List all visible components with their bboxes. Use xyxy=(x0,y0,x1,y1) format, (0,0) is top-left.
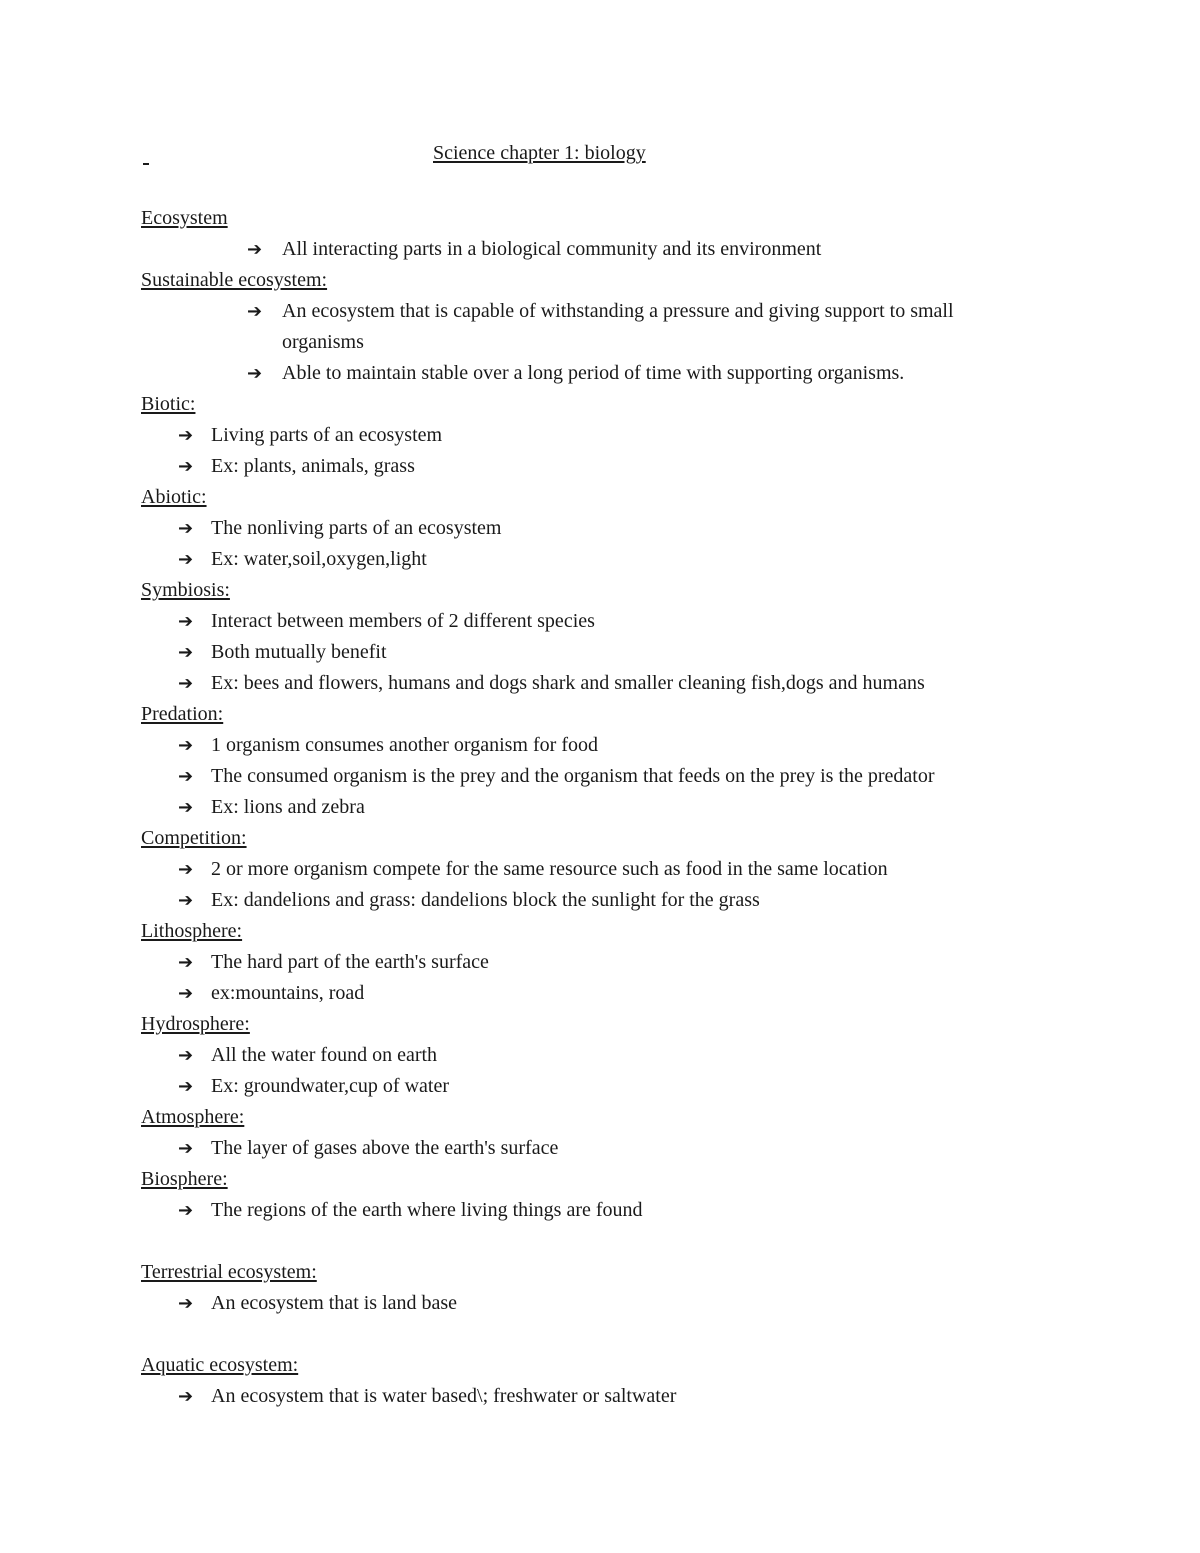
bullet-item xyxy=(0,358,1200,389)
heading-biotic: Biotic: xyxy=(141,393,196,415)
bullet-text: Ex: water,soil,oxygen,light xyxy=(211,548,427,570)
heading-abiotic: Abiotic: xyxy=(141,486,207,508)
arrow-icon: ➔ xyxy=(247,301,263,322)
arrow-icon: ➔ xyxy=(178,1138,194,1159)
heading-atmosphere: Atmosphere: xyxy=(141,1106,245,1128)
bullet-text: Ex: lions and zebra xyxy=(211,796,365,818)
heading-predation: Predation: xyxy=(141,703,224,725)
arrow-icon: ➔ xyxy=(247,363,263,384)
bullet-text: All interacting parts in a biological community and its environment xyxy=(282,238,822,260)
heading-competition: Competition: xyxy=(141,827,247,849)
bullet-text: The layer of gases above the earth's surface xyxy=(211,1137,559,1159)
bullet-item xyxy=(0,1195,1200,1226)
bullet-item xyxy=(0,1381,1200,1412)
page-title: Science chapter 1: biology xyxy=(433,142,646,164)
bullet-item xyxy=(0,761,1200,792)
arrow-icon: ➔ xyxy=(178,1386,194,1407)
arrow-icon: ➔ xyxy=(178,549,194,570)
arrow-icon: ➔ xyxy=(178,735,194,756)
heading-hydrosphere: Hydrosphere: xyxy=(141,1013,250,1035)
bullet-text: Ex: groundwater,cup of water xyxy=(211,1075,449,1097)
arrow-icon: ➔ xyxy=(178,1200,194,1221)
bullet-item xyxy=(0,730,1200,761)
heading-lithosphere: Lithosphere: xyxy=(141,920,243,942)
title-dash-mark xyxy=(143,163,149,165)
bullet-continuation: organisms xyxy=(282,331,364,353)
bullet-text: The nonliving parts of an ecosystem xyxy=(211,517,502,539)
arrow-icon: ➔ xyxy=(178,890,194,911)
bullet-item xyxy=(0,1040,1200,1071)
bullet-text: An ecosystem that is capable of withstanding a pressure and giving support to small xyxy=(282,300,954,322)
bullet-text: Interact between members of 2 different species xyxy=(211,610,595,632)
bullet-text: ex:mountains, road xyxy=(211,982,365,1004)
heading-sustainable-ecosystem: Sustainable ecosystem: xyxy=(141,269,328,291)
arrow-icon: ➔ xyxy=(178,766,194,787)
bullet-text: 2 or more organism compete for the same resource such as food in the same location xyxy=(211,858,888,880)
bullet-item xyxy=(0,296,1200,327)
bullet-text: Ex: dandelions and grass: dandelions block the sunlight for the grass xyxy=(211,889,760,911)
bullet-item xyxy=(0,1071,1200,1102)
arrow-icon: ➔ xyxy=(178,518,194,539)
heading-symbiosis: Symbiosis: xyxy=(141,579,230,601)
bullet-item xyxy=(0,544,1200,575)
bullet-item xyxy=(0,451,1200,482)
heading-ecosystem: Ecosystem xyxy=(141,207,228,229)
bullet-item xyxy=(0,668,1200,699)
bullet-text: 1 organism consumes another organism for food xyxy=(211,734,598,756)
arrow-icon: ➔ xyxy=(178,859,194,880)
arrow-icon: ➔ xyxy=(178,1076,194,1097)
bullet-text: The hard part of the earth's surface xyxy=(211,951,489,973)
bullet-item xyxy=(0,420,1200,451)
arrow-icon: ➔ xyxy=(178,611,194,632)
bullet-item xyxy=(0,234,1200,265)
bullet-text: Ex: plants, animals, grass xyxy=(211,455,415,477)
bullet-item xyxy=(0,1133,1200,1164)
bullet-text: An ecosystem that is land base xyxy=(211,1292,458,1314)
arrow-icon: ➔ xyxy=(178,456,194,477)
bullet-item xyxy=(0,637,1200,668)
bullet-item xyxy=(0,792,1200,823)
bullet-text: The consumed organism is the prey and the organism that feeds on the prey is the predator xyxy=(211,765,935,787)
arrow-icon: ➔ xyxy=(178,1293,194,1314)
bullet-text: All the water found on earth xyxy=(211,1044,438,1066)
arrow-icon: ➔ xyxy=(178,797,194,818)
arrow-icon: ➔ xyxy=(178,642,194,663)
arrow-icon: ➔ xyxy=(178,425,194,446)
bullet-item xyxy=(0,513,1200,544)
title-row xyxy=(0,142,1200,172)
heading-biosphere: Biosphere: xyxy=(141,1168,228,1190)
arrow-icon: ➔ xyxy=(247,239,263,260)
arrow-icon: ➔ xyxy=(178,983,194,1004)
notes-content xyxy=(0,203,1200,1412)
bullet-item xyxy=(0,947,1200,978)
bullet-text: Living parts of an ecosystem xyxy=(211,424,443,446)
heading-aquatic-ecosystem: Aquatic ecosystem: xyxy=(141,1354,299,1376)
arrow-icon: ➔ xyxy=(178,1045,194,1066)
bullet-text: Both mutually benefit xyxy=(211,641,387,663)
bullet-item xyxy=(0,854,1200,885)
arrow-icon: ➔ xyxy=(178,673,194,694)
bullet-text: Able to maintain stable over a long period of time with supporting organisms. xyxy=(282,362,905,384)
bullet-text: The regions of the earth where living things are found xyxy=(211,1199,643,1221)
bullet-item xyxy=(0,606,1200,637)
heading-terrestrial-ecosystem: Terrestrial ecosystem: xyxy=(141,1261,317,1283)
bullet-item xyxy=(0,978,1200,1009)
arrow-icon: ➔ xyxy=(178,952,194,973)
bullet-item xyxy=(0,885,1200,916)
bullet-text: Ex: bees and flowers, humans and dogs shark and smaller cleaning fish,dogs and humans xyxy=(211,672,925,694)
bullet-item xyxy=(0,1288,1200,1319)
bullet-text: An ecosystem that is water based\; freshwater or saltwater xyxy=(211,1385,677,1407)
